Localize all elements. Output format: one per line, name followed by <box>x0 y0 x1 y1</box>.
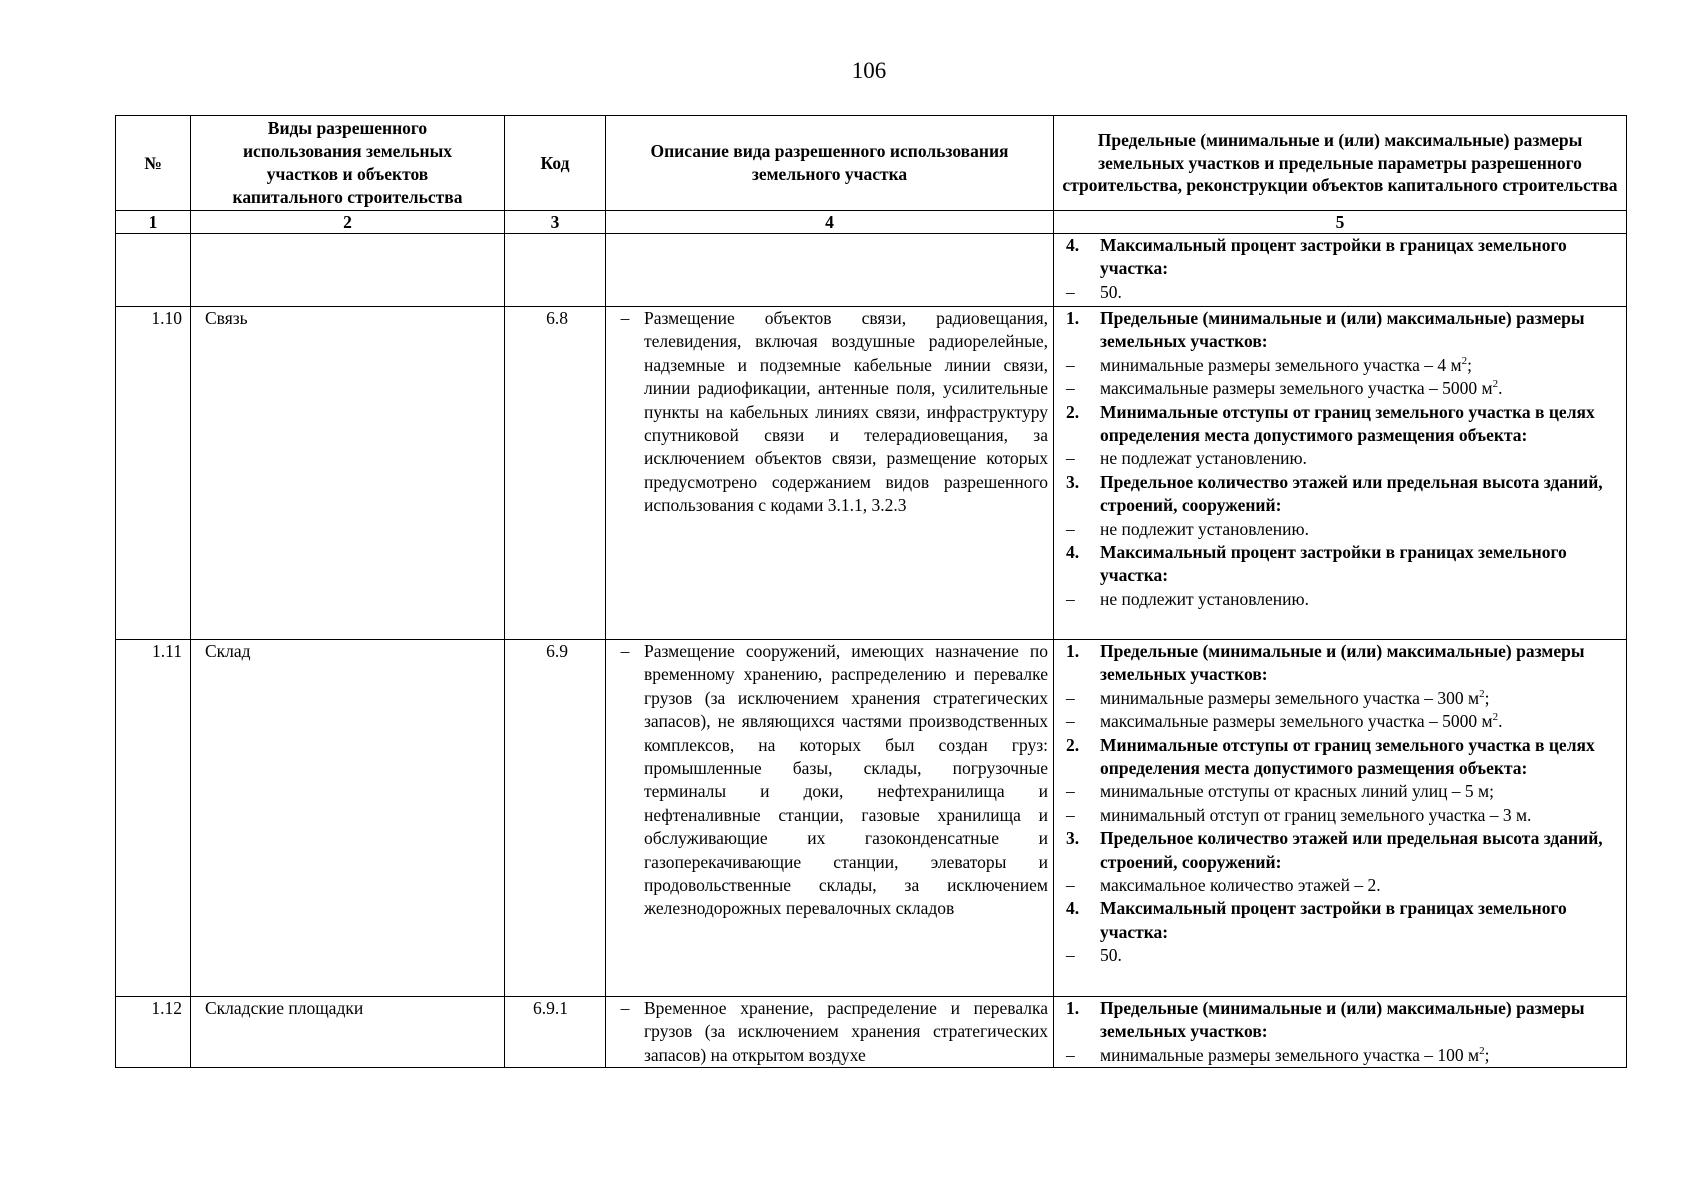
parameter-marker: – <box>1066 518 1075 539</box>
parameter-heading <box>1060 897 1620 944</box>
header-code: Код <box>505 116 606 211</box>
parameter-text: Предельные (минимальные и (или) максимальные) размеры земельных участков: <box>1100 308 1585 352</box>
parameter-text: Максимальный процент застройки в границах земельного участка: <box>1100 235 1567 279</box>
parameter-text: Максимальный процент застройки в границах земельного участка: <box>1100 542 1567 586</box>
page-number: 106 <box>851 58 887 83</box>
table-row <box>116 234 1627 307</box>
column-number: 2 <box>191 211 505 234</box>
description-dash: – <box>620 641 630 661</box>
parameter-item <box>1060 377 1620 400</box>
row-description <box>606 234 1054 307</box>
column-number: 4 <box>606 211 1054 234</box>
description-wrap <box>606 307 1048 518</box>
row-number: 1.12 <box>116 997 191 1068</box>
parameter-text: минимальные размеры земельного участка – 100 $м^2$; <box>1100 1044 1490 1065</box>
parameter-item <box>1060 874 1620 897</box>
parameter-marker: 3. <box>1066 828 1080 849</box>
column-numbers-row <box>116 211 1627 234</box>
description-text: Размещение сооружений, имеющих назначение по временному хранению, распределению и перевалке грузов (за исключением хранения стратегических запасов), не являющихся частями производственных комплексов, на которых был создан груз: промышленные базы, склады, погрузочные терминалы и доки, нефтехранилища и нефтеналивные станции, газовые хранилища и обслуживающие их газоконденсатные и газоперекачивающие станции, элеваторы и продовольственные склады, за исключением железнодорожных перевалочных складов <box>644 641 1048 919</box>
parameter-item <box>1060 588 1620 611</box>
parameter-item <box>1060 710 1620 733</box>
row-use-type: Склад <box>191 640 505 997</box>
parameter-item <box>1060 281 1620 304</box>
description-text: Размещение объектов связи, радиовещания, телевидения, включая воздушные радиорелейные, надземные и подземные кабельные линии связи, линии радиофикации, антенные поля, усилительные пункты на кабельных линиях связи, инфраструктуру спутниковой связи и телерадиовещания, за исключением объектов связи, размещение которых предусмотрено содержанием видов разрешенного использования с кодами 3.1.1, 3.2.3 <box>644 308 1048 516</box>
table-row <box>116 640 1627 997</box>
parameter-text: максимальное количество этажей – 2. <box>1100 875 1381 896</box>
description-text: Временное хранение, распределение и перевалка грузов (за исключением хранения стратегических запасов) на открытом воздухе <box>644 998 1048 1065</box>
parameter-marker: 4. <box>1066 235 1080 255</box>
parameter-marker: – <box>1066 281 1075 302</box>
row-use-type: Связь <box>191 307 505 640</box>
superscript: 2 <box>1479 687 1485 700</box>
column-number: 1 <box>116 211 191 234</box>
row-parameters <box>1054 997 1627 1068</box>
parameter-text: Предельное количество этажей или предельная высота зданий, строений, сооружений: <box>1100 828 1603 872</box>
parameter-marker: – <box>1066 687 1075 708</box>
row-parameters <box>1054 640 1627 997</box>
row-description <box>606 640 1054 997</box>
superscript: 2 <box>1492 711 1499 724</box>
parameter-heading <box>1060 401 1620 448</box>
parameter-item <box>1060 354 1620 377</box>
parameter-marker: 2. <box>1066 734 1080 755</box>
parameter-marker: 2. <box>1066 401 1080 422</box>
parameter-marker: – <box>1066 781 1075 802</box>
row-number: 1.10 <box>116 307 191 640</box>
parameter-text: минимальные отступы от красных линий улиц – 5 м; <box>1100 781 1494 802</box>
row-code: 6.9 <box>505 640 606 997</box>
parameter-text: Предельные (минимальные и (или) максимальные) размеры земельных участков: <box>1100 998 1585 1042</box>
parameter-text: Максимальный процент застройки в границах земельного участка: <box>1100 898 1567 942</box>
header-use-types: Виды разрешенного использования земельных участков и объектов капитального строительства <box>191 116 505 211</box>
parameter-item <box>1060 1044 1620 1067</box>
parameter-item <box>1060 447 1620 470</box>
row-description <box>606 307 1054 640</box>
superscript: 2 <box>1479 1044 1485 1057</box>
parameter-text: максимальные размеры земельного участка – 5000 $м^2$. <box>1100 711 1503 732</box>
parameter-marker: 4. <box>1066 898 1080 919</box>
parameter-heading <box>1060 307 1620 354</box>
header-row <box>116 116 1627 211</box>
parameter-item <box>1060 518 1620 541</box>
column-number: 3 <box>505 211 606 234</box>
description-wrap <box>606 997 1048 1067</box>
parameter-heading <box>1060 827 1620 874</box>
parameter-item <box>1060 780 1620 803</box>
parameter-text: минимальные размеры земельного участка – 300 $м^2$; <box>1100 687 1490 708</box>
parameter-text: не подлежит установлению. <box>1100 518 1309 539</box>
row-code <box>505 234 606 307</box>
parameter-item <box>1060 804 1620 827</box>
row-description <box>606 997 1054 1068</box>
parameter-marker: 1. <box>1066 998 1080 1018</box>
parameter-text: минимальный отступ от границ земельного участка – 3 м. <box>1100 804 1532 825</box>
header-description: Описание вида разрешенного использования земельного участка <box>606 116 1054 211</box>
parameter-marker: 1. <box>1066 308 1080 328</box>
parameter-marker: 1. <box>1066 641 1080 661</box>
row-number <box>116 234 191 307</box>
parameter-heading <box>1060 541 1620 588</box>
parameter-text: максимальные размеры земельного участка – 5000 $м^2$. <box>1100 378 1503 399</box>
parameter-heading <box>1060 734 1620 781</box>
parameter-text: Предельные (минимальные и (или) максимальные) размеры земельных участков: <box>1100 641 1585 685</box>
row-number: 1.11 <box>116 640 191 997</box>
superscript: 2 <box>1461 354 1468 367</box>
parameter-marker: – <box>1066 378 1075 399</box>
parameter-text: Минимальные отступы от границ земельного участка в целях определения места допустимого размещения объекта: <box>1100 401 1595 446</box>
column-number: 5 <box>1054 211 1627 234</box>
row-use-type <box>191 234 505 307</box>
row-use-type: Складские площадки <box>191 997 505 1068</box>
parameter-text: 50. <box>1100 281 1122 302</box>
parameter-marker: – <box>1066 1044 1075 1065</box>
parameter-marker: – <box>1066 588 1075 609</box>
header-number: № <box>116 116 191 211</box>
parameter-marker: – <box>1066 875 1075 896</box>
row-parameters <box>1054 307 1627 640</box>
parameter-marker: 3. <box>1066 471 1080 492</box>
parameter-text: Минимальные отступы от границ земельного участка в целях определения места допустимого размещения объекта: <box>1100 734 1595 779</box>
parameter-text: 50. <box>1100 945 1122 966</box>
parameter-heading <box>1060 997 1620 1044</box>
parameter-heading <box>1060 471 1620 518</box>
table-row <box>116 307 1627 640</box>
parameter-text: не подлежит установлению. <box>1100 588 1309 609</box>
row-parameters <box>1054 234 1627 307</box>
parameter-text: Предельное количество этажей или предельная высота зданий, строений, сооружений: <box>1100 471 1603 516</box>
parameter-heading <box>1060 640 1620 687</box>
header-parameters: Предельные (минимальные и (или) максимальные) размеры земельных участков и предельные параметры разрешенного строительства, реконструкции объектов капитального строительства <box>1054 116 1627 211</box>
parameter-item <box>1060 687 1620 710</box>
description-wrap <box>606 640 1048 921</box>
parameter-heading <box>1060 234 1620 281</box>
table-row <box>116 997 1627 1068</box>
parameter-marker: – <box>1066 804 1075 825</box>
description-dash: – <box>620 308 630 328</box>
land-use-table <box>115 115 1627 1068</box>
row-code: 6.8 <box>505 307 606 640</box>
superscript: 2 <box>1492 378 1499 391</box>
parameter-marker: – <box>1066 354 1075 375</box>
parameter-marker: – <box>1066 945 1075 966</box>
row-code: 6.9.1 <box>505 997 606 1068</box>
parameter-text: не подлежат установлению. <box>1100 448 1307 469</box>
parameter-marker: – <box>1066 711 1075 732</box>
parameter-text: минимальные размеры земельного участка – 4 $м^2$; <box>1100 354 1472 375</box>
parameter-item <box>1060 944 1620 967</box>
parameter-marker: 4. <box>1066 542 1080 563</box>
description-dash: – <box>620 998 630 1018</box>
parameter-marker: – <box>1066 448 1075 469</box>
